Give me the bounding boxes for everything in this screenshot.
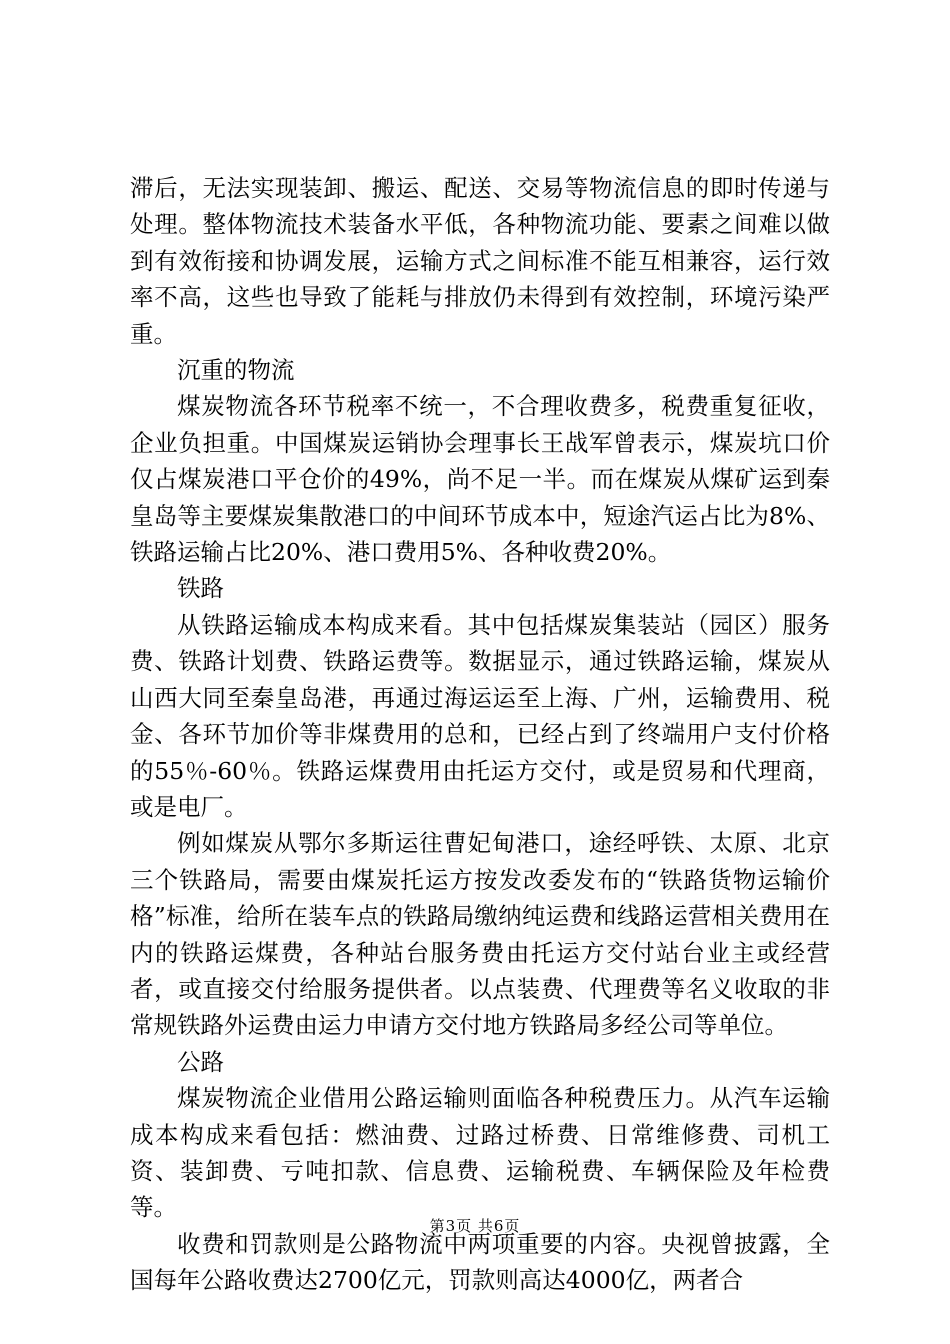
paragraph-railway-example: 例如煤炭从鄂尔多斯运往曹妃甸港口，途经呼铁、太原、北京三个铁路局，需要由煤炭托运方按发改委发布的“铁路货物运输价格”标准，给所在装车点的铁路局缴纳纯运费和线路运营相关费用在内的铁路运煤费，各种站台服务费由托运方交付站台业主或经营者，或直接交付给服务提供者。以点装费、代理费等名义收取的非常规铁路外运费由运力申请方交付地方铁路局多经公司等单位。	[130, 829, 830, 1040]
section-heading-highway: 公路	[177, 1047, 224, 1076]
page-number-footer: 第3页 共6页	[429, 1217, 521, 1235]
document-body	[130, 170, 830, 1299]
paragraph-logistics-lag: 滞后，无法实现装卸、搬运、配送、交易等物流信息的即时传递与处理。整体物流技术装备水平低，各种物流功能、要素之间难以做到有效衔接和协调发展，运输方式之间标准不能互相兼容，运行效率不高，这些也导致了能耗与排放仍未得到有效控制，环境污染严重。	[130, 174, 830, 348]
paragraph-tax-burden: 煤炭物流各环节税率不统一，不合理收费多，税费重复征收，企业负担重。中国煤炭运销协会理事长王战军曾表示，煤炭坑口价仅占煤炭港口平仓价的49%，尚不足一半。而在煤炭从煤矿运到秦皇岛等主要煤炭集散港口的中间环节成本中，短途汽运占比为8%、铁路运输占比20%、港口费用5%、各种收费20%。	[130, 392, 830, 567]
section-heading-heavy-logistics: 沉重的物流	[177, 356, 295, 385]
paragraph-railway-cost: 从铁路运输成本构成来看。其中包括煤炭集装站（园区）服务费、铁路计划费、铁路运费等。数据显示，通过铁路运输，煤炭从山西大同至秦皇岛港，再通过海运运至上海、广州，运输费用、税金、各环节加价等非煤费用的总和，已经占到了终端用户支付价格的55％-60％。铁路运煤费用由托运方交付，或是贸易和代理商，或是电厂。	[130, 610, 830, 821]
paragraph-tolls-fines: 收费和罚款则是公路物流中两项重要的内容。央视曾披露，全国每年公路收费达2700亿元，罚款则高达4000亿，两者合	[130, 1229, 830, 1295]
paragraph-highway-cost: 煤炭物流企业借用公路运输则面临各种税费压力。从汽车运输成本构成来看包括：燃油费、过路过桥费、日常维修费、司机工资、装卸费、亏吨扣款、信息费、运输税费、车辆保险及年检费等。	[130, 1084, 830, 1222]
section-heading-railway: 铁路	[177, 574, 224, 603]
